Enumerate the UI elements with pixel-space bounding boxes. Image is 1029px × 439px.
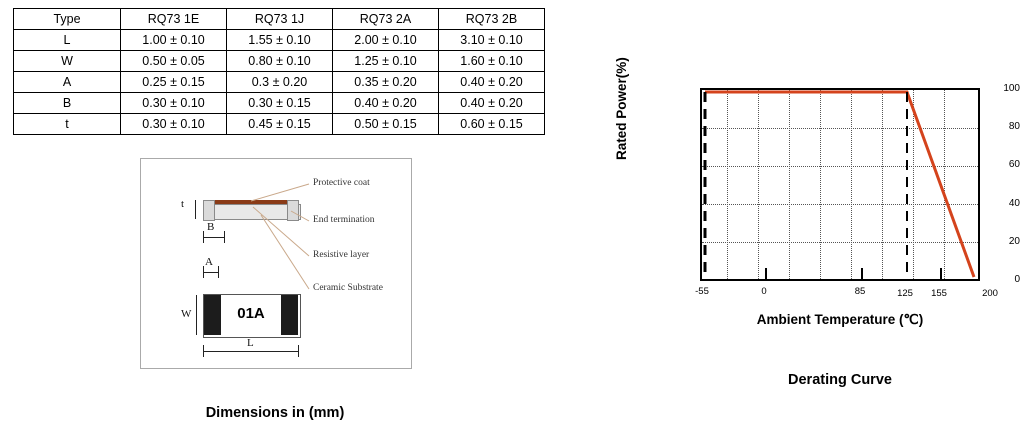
dimensions-table xyxy=(13,8,545,135)
column-header-type: Type xyxy=(14,9,121,30)
cell-value: 1.00 ± 0.10 xyxy=(121,30,227,51)
x-tick-label: 155 xyxy=(931,288,947,299)
y-tick-label: 100 xyxy=(1003,83,1020,94)
dimensions-caption: Dimensions in (mm) xyxy=(205,405,345,421)
cell-value: 0.30 ± 0.10 xyxy=(121,93,227,114)
cell-value: 0.50 ± 0.15 xyxy=(333,114,439,135)
column-header-rq73-1j: RQ73 1J xyxy=(227,9,333,30)
derating-curve-line xyxy=(702,90,978,279)
y-tick-label: 60 xyxy=(1008,159,1020,170)
cell-value: 3.10 ± 0.10 xyxy=(439,30,545,51)
dimension-letter-b: B xyxy=(207,221,215,233)
cell-value: 0.40 ± 0.20 xyxy=(333,93,439,114)
table-row xyxy=(14,114,545,135)
dimension-letter-t: t xyxy=(181,198,185,210)
cell-value: 0.40 ± 0.20 xyxy=(439,72,545,93)
chart-x-axis-title: Ambient Temperature (℃) xyxy=(756,312,924,327)
column-header-rq73-1e: RQ73 1E xyxy=(121,9,227,30)
cell-value: 0.45 ± 0.15 xyxy=(227,114,333,135)
cell-value: 0.30 ± 0.15 xyxy=(227,93,333,114)
dimension-letter-l: L xyxy=(247,337,254,349)
table-header-row xyxy=(14,9,545,30)
x-tick-label: 85 xyxy=(854,286,866,297)
chip-marking-code: 01A xyxy=(237,305,265,322)
table-row xyxy=(14,93,545,114)
column-header-rq73-2a: RQ73 2A xyxy=(333,9,439,30)
x-tick-label: -55 xyxy=(695,286,709,297)
cell-value: 0.25 ± 0.15 xyxy=(121,72,227,93)
cell-value: 1.25 ± 0.10 xyxy=(333,51,439,72)
cell-value: 0.50 ± 0.05 xyxy=(121,51,227,72)
dimension-letter-w: W xyxy=(181,308,192,320)
y-tick-label: 80 xyxy=(1008,121,1020,132)
cell-value: 1.60 ± 0.10 xyxy=(439,51,545,72)
x-tick-label: 0 xyxy=(761,286,767,297)
table-row xyxy=(14,72,545,93)
cell-value: 0.40 ± 0.20 xyxy=(439,93,545,114)
x-tick-label: 125 xyxy=(897,288,913,299)
callout-ceramic-substrate: Ceramic Substrate xyxy=(313,283,383,293)
cell-value: 0.35 ± 0.20 xyxy=(333,72,439,93)
callout-end-termination: End termination xyxy=(313,215,375,225)
derating-curve-chart xyxy=(614,57,1020,420)
y-tick-label: 40 xyxy=(1008,198,1020,209)
chart-y-axis-title: Rated Power(%) xyxy=(614,57,629,160)
row-label: W xyxy=(14,51,121,72)
callout-resistive-layer: Resistive layer xyxy=(313,250,370,260)
row-label: B xyxy=(14,93,121,114)
chip-construction-drawing xyxy=(140,158,412,369)
cell-value: 1.55 ± 0.10 xyxy=(227,30,333,51)
x-tick-label: 200 xyxy=(982,288,998,299)
cell-value: 2.00 ± 0.10 xyxy=(333,30,439,51)
chart-plot-area xyxy=(700,88,980,281)
chart-caption: Derating Curve xyxy=(788,372,892,388)
table-row xyxy=(14,51,545,72)
cell-value: 0.3 ± 0.20 xyxy=(227,72,333,93)
y-tick-label: 20 xyxy=(1008,236,1020,247)
cell-value: 0.60 ± 0.15 xyxy=(439,114,545,135)
callout-protective-coat: Protective coat xyxy=(313,178,370,188)
column-header-rq73-2b: RQ73 2B xyxy=(439,9,545,30)
dimension-letter-a: A xyxy=(205,256,213,268)
cell-value: 0.80 ± 0.10 xyxy=(227,51,333,72)
table-row xyxy=(14,30,545,51)
row-label: A xyxy=(14,72,121,93)
cell-value: 0.30 ± 0.10 xyxy=(121,114,227,135)
callout-leader-lines xyxy=(141,159,411,368)
y-tick-label: 0 xyxy=(1014,274,1020,285)
row-label: t xyxy=(14,114,121,135)
row-label: L xyxy=(14,30,121,51)
